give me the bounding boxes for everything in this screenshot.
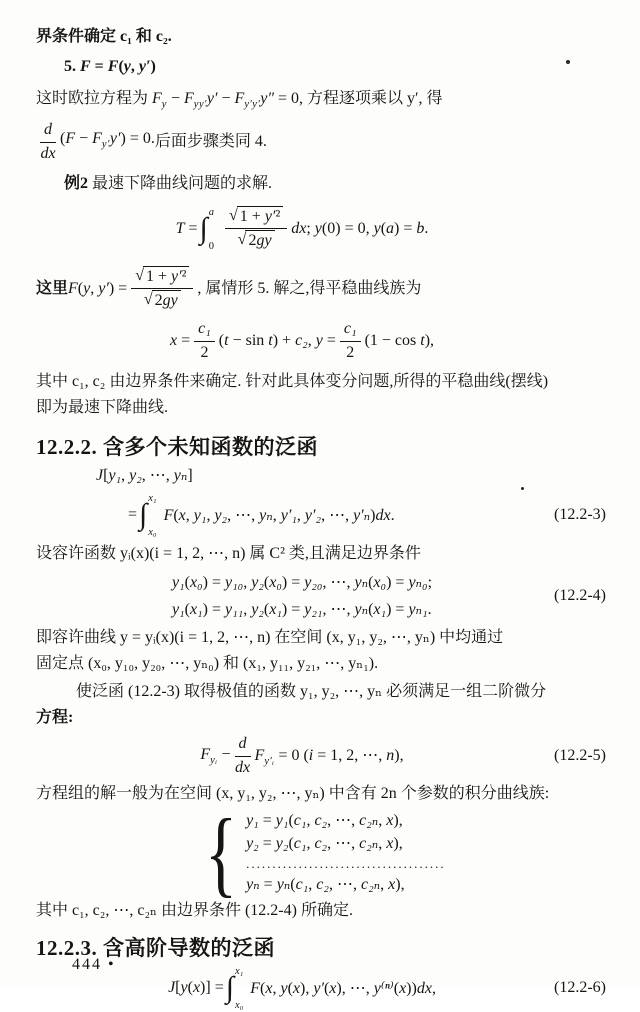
admissible-functions-text: 设容许函数 yᵢ(x)(i = 1, 2, ⋯, n) 属 C² 类,且满足边界条件 [36,545,421,563]
example2-label: 例2 [64,174,89,192]
case5-formula: 5. F = F(y, y′) [64,58,156,75]
T-integral-limits [208,206,215,252]
constants-determined-text: 其中 c₁, c₂, ⋯, c₂ₙ 由边界条件 (12.2-4) 所确定. [36,902,353,920]
system-line-1: y₁ = y₁(c₁, c₂, ⋯, c₂ₙ, x), [246,812,403,830]
eq3-equals: = [128,506,138,524]
para-euler-equation [36,86,614,118]
solution-family-text: 方程组的解一般为在空间 (x, y₁, y₂, ⋯, yₙ) 中含有 2n 个参数的积分曲线族: [36,785,550,803]
two-denominator: 2 [346,343,355,361]
heading-12-2-2-text: 12.2.2. 含多个未知函数的泛函 [36,435,318,460]
radical-1py2 [135,266,189,287]
heading-12-2-2 [36,433,614,461]
para-extremal-line2 [36,705,614,731]
system-dots: ...................................... [246,856,446,872]
system-lines [246,809,446,896]
equation-tag-12-2-3: (12.2-3) [554,506,606,524]
admissible-curves-text-1: 即容许曲线 y = yᵢ(x)(i = 1, 2, ⋯, n) 在空间 (x, y₁, y₂, ⋯, yₙ) 中均通过 [36,629,504,647]
equation-12-2-4 [36,569,614,623]
here-fraction-denominator [144,289,181,311]
T-fraction-numerator [225,206,287,229]
equation-12-2-5-body [200,734,403,779]
sqrt-icon: √ [237,231,247,249]
equation-12-2-3 [36,491,614,539]
equation-T [36,199,614,259]
euler-formula: $F_y - F_{yy'}y' - F_{y'y'}y'' = 0$, [152,90,304,111]
c1-numerator: c₁ [340,319,361,342]
euler-post-text: 方程逐项乘以 y′, 得 [303,90,443,107]
eq3-integral [139,493,162,539]
eq5-ddx-numerator: d [235,734,251,757]
equation-12-2-6 [36,964,614,1012]
ddx-rest-formula: $(F - F_{y'}y') = 0$. [60,130,155,151]
para-conclusion-line2 [36,395,614,421]
c1-over-2-fraction [194,319,215,364]
here-post-text: , 属情形 5. 解之,得平稳曲线族为 [197,279,422,297]
J-functional-lhs: J[y₁, y₂, ⋯, yₙ] [96,467,193,485]
cycloid-x-lhs: x = [169,332,191,350]
radical-1py2 [229,206,283,227]
equation-12-2-6-body [168,966,436,1012]
para-example2 [36,171,614,197]
equation-tag-12-2-5: (12.2-5) [554,747,606,765]
boundary-note-text: 界条件确定 c₁ 和 c₂. [36,28,172,45]
heading-12-2-3 [36,934,614,962]
equation-cycloid [36,319,614,364]
radicand-1py2: 1 + y′² [143,266,189,287]
left-brace-icon: { [204,798,238,906]
scan-speck [566,60,570,64]
cycloid-tail: (1 − cos t), [364,332,435,350]
radical-2gy [144,290,181,311]
T-fraction [225,206,287,251]
T-lower-limit: 0 [208,240,215,252]
eq5-ddx-denominator: dx [234,758,251,776]
ddx-fraction [40,120,56,165]
eq5-rhs: $F_{y'ᵢ} = 0$ (i = 1, 2, ⋯, n), [254,747,404,768]
eq5-lhs: $F_{yᵢ}$ − [200,746,231,767]
admissible-curves-text-2: 固定点 (x₀, y₁₀, y₂₀, ⋯, yₙ₀) 和 (x₁, y₁₁, y₂₁, ⋯, yₙ₁). [36,655,379,673]
here-label: 这里 [36,279,69,297]
para-boundary-note [36,24,614,50]
eq5-ddx-fraction [235,734,251,779]
conclusion-text-1: 其中 c₁, c₂ 由边界条件来确定. 针对此具体变分问题,所得的平稳曲线(摆线) [36,373,549,391]
extremal-text-1: 使泛函 (12.2-3) 取得极值的函数 y₁, y₂, ⋯, yₙ 必须满足一组二阶微分 [76,683,547,701]
here-fraction-numerator [131,266,193,289]
integral-icon: ∫ [139,498,148,532]
ddx-numerator: d [40,120,56,143]
para-extremal-line1 [36,679,614,705]
equation-12-2-4-body [172,569,432,623]
equation-12-2-3-body [36,493,395,539]
here-lhs: F(y, y′) = [68,279,128,297]
sqrt-icon: √ [229,207,238,225]
eq-J-lhs-line [36,463,614,489]
ddx-denominator: dx [40,144,56,162]
bc-line1: y₁(x₀) = y₁₀, y₂(x₀) = y₂₀, ⋯, yₙ(x₀) = yₙ₀; [171,574,433,592]
cycloid-middle: (t − sin t) + c₂, y = [218,332,336,350]
eq3-integrand: F(x, y₁, y₂, ⋯, yₙ, y′₁, y′₂, ⋯, y′ₙ)dx. [163,507,395,525]
eq6-integrand: F(x, y(x), y′(x), ⋯, y⁽ⁿ⁾(x))dx, [250,980,436,998]
para-solution-family [36,781,614,807]
radical-2gy [238,230,275,251]
equation-tag-12-2-6: (12.2-6) [554,979,606,997]
c1-numerator: c₁ [194,319,215,342]
eq6-upper-limit: x₁ [234,966,244,978]
eq3-upper-limit: x₁ [148,493,157,505]
eq3-integral-limits [148,493,157,539]
system-line-2: y₂ = y₂(c₁, c₂, ⋯, c₂ₙ, x), [246,835,403,853]
radicand-2gy: 2gy [152,290,181,311]
T-fraction-denominator [238,229,275,251]
T-rhs: dx; y(0) = 0, y(a) = b. [291,219,429,237]
example2-text: 最速下降曲线问题的求解. [88,174,273,192]
equation-cycloid-body [170,319,434,364]
para-conclusion-line1 [36,369,614,395]
conclusion-text-2: 即为最速下降曲线. [36,399,169,417]
radicand-2gy: 2gy [245,230,274,251]
eq6-lower-limit: x₀ [234,1000,244,1012]
T-upper-limit: a [208,206,215,218]
scan-speck [521,487,524,490]
equation-tag-12-2-4: (12.2-4) [554,587,606,605]
footer-page-number [72,956,116,974]
integral-icon: ∫ [199,211,208,245]
two-denominator: 2 [200,343,209,361]
eq6-integral [225,966,249,1012]
euler-pre-text: 这时欧拉方程为 [36,90,153,107]
equation-T-body [176,206,429,251]
para-admissible-curves-line2 [36,651,614,677]
equation-integral-curves-system [198,798,614,906]
equation-12-2-5 [36,733,614,779]
system-line-n: yₙ = yₙ(c₁, c₂, ⋯, c₂ₙ, x), [246,876,405,894]
bc-line2: y₁(x₁) = y₁₁, y₂(x₁) = y₂₁, ⋯, yₙ(x₁) = yₙ₁. [171,601,432,619]
para-ddx [36,120,614,165]
c1-over-2-fraction [340,319,361,364]
integral-icon: ∫ [225,971,234,1005]
ddx-post-text: 后面步骤类同 4. [154,133,267,151]
heading-12-2-3-text: 12.2.3. 含高阶导数的泛函 [36,936,275,961]
para-admissible-curves-line1 [36,625,614,651]
page-number-text: 444 • [72,956,116,973]
eq3-lower-limit: x₀ [148,527,157,539]
line-case5 [36,54,614,80]
eq6-integral-limits [234,966,244,1012]
T-integral [199,206,219,252]
eq6-lhs: J[y(x)] = [168,979,224,997]
extremal-text-2: 方程: [36,709,74,727]
sqrt-icon: √ [143,291,153,309]
here-fraction [131,266,193,311]
para-here-F [36,261,614,317]
T-lhs: T = [175,219,198,237]
para-admissible-functions [36,541,614,567]
radicand-1py2: 1 + y′² [237,206,283,227]
sqrt-icon: √ [135,267,144,285]
para-constants-determined [36,898,614,924]
